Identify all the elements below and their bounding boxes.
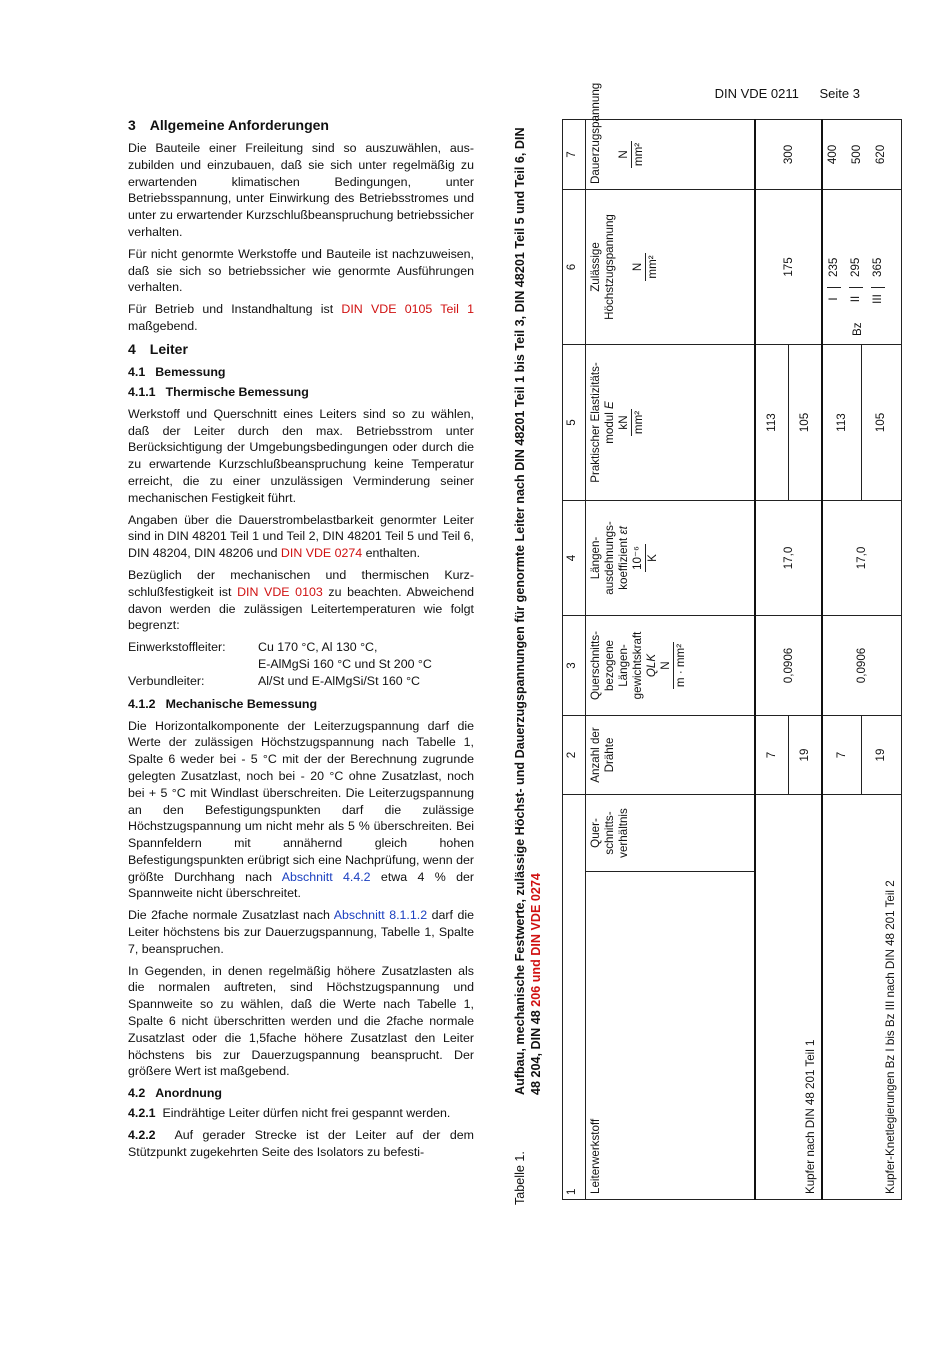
header-page: Seite 3 — [819, 86, 860, 101]
section-4-1-1-heading: 4.1.1 Thermische Bemessung — [128, 384, 309, 399]
paragraph: Angaben über die Dauerstrombelastbarkeit genormter Leiter sind in DIN 48201 Teil 1 und Teil 2, DIN 48201 Teil 5 und Teil 6, DIN 48204, DIN 48206 und DIN VDE 0274 enthalten. — [128, 512, 474, 561]
paragraph: Die Horizontalkomponente der Leiterzugspannung darf die Werte der zulässigen Höchstzugspannung nach Tabelle 1, Spalte 6 weder bei - 5 °C mit der der Berechnung zugrunde gelegten Zusatzlast, noch bei - 20 °C ohne Zusatzlast, noch bei + 5 °C mit Windlast überschreiten. Die Leiterzugspannung an den Befestigungspunkten darf die zulässige Höchstzugspannung um nicht mehr als 5 % überschreiten. Bei Spannfeldern mit annähernd gleich hohen Befestigungspunkten erübrigt sich eine Nachprüfung, wenn der größte Durchhang nach Abschnitt 4.4.2 etwa 4 % der Spannweite nicht überschreitet. — [128, 718, 474, 901]
link-din-vde-0274[interactable]: DIN VDE 0274 — [280, 546, 363, 561]
paragraph: 4.2.2 Auf gerader Strecke ist der Leiter auf der dem Stützpunkt zugekehrten Seite des Isolators zu befesti- — [128, 1128, 474, 1159]
table-1-rotated: Tabelle 1. Aufbau, mechanische Festwerte, zulässige Höchst- und Dauerzugspannungen für genormte Leiter nach DIN 48201 Teil 1 bis Teil 3, DIN 48201 Teil 5 und Teil 6, DIN 48 204, DIN 48 206 und DIN VDE 0274 1 2 3 4 5 6 7 Leiterwerkstoff Quer-schnitts-verhältnis Anzahl der Drähte Querschnitts-bezogene Längen-gewichtskraft QLK N m · mm² Längen-ausdehnungs-koeffizient εt 10⁻⁶ K Praktischer Elastizitäts-modul E kN mm² Zulässige Höchstzugspannung N mm² Dauerzugspannung N mm² Kupfer nach DIN 48 201 Teil 1 7 19 0,0906 17,0 113 105 175 300 Kupfer-Knetlegierungen Bz I bis Bz III nach DIN 48 201 Teil 2 7 19 0,0906 17,0 113 105 Bz I235 II295 III365 400 500 620 — [512, 120, 862, 1205]
table-header-row: Leiterwerkstoff Quer-schnitts-verhältnis Anzahl der Drähte Querschnitts-bezogene Längen-gewichtskraft QLK N m · mm² Längen-ausdehnungs-koeffizient εt 10⁻⁶ K Praktischer Elastizitäts-modul E kN mm² Zulässige Höchstzugspannung N mm² Dauerzugspannung N mm² — [586, 119, 756, 1199]
paragraph: Für Betrieb und Instandhaltung ist DIN VDE 0105 Teil 1 maßgebend. — [128, 302, 474, 333]
paragraph: 4.2.1 Eindrähtige Leiter dürfen nicht frei gespannt werden. — [128, 1106, 451, 1121]
link-abschnitt-8-1-1-2[interactable]: Abschnitt 8.1.1.2 — [333, 908, 428, 923]
paragraph: Werkstoff und Querschnitt eines Leiters sind so zu wählen, daß der Leiter durch den max. Betriebsstrom unter Berücksichtigung der Umgebungsbedingungen oder durch die zu erwartende Kurzschlußbeanspruchung keine Temperatur erreicht, die zu einer unzulässigen Verminderung seiner mechanischen Festigkeit führt. — [128, 406, 474, 505]
link-din-48206[interactable]: 206 und DIN VDE 0274 — [529, 873, 543, 1007]
table-row-kupfer: Kupfer nach DIN 48 201 Teil 1 7 19 0,0906 17,0 113 105 175 300 — [755, 119, 822, 1199]
table-column-numbers: 1 2 3 4 5 6 7 — [563, 119, 586, 1199]
paragraph: Für nicht genormte Werkstoffe und Bauteile ist nachzuweisen, daß sie sich so betriebssicher wie genormte Ausführungen verhalten. — [128, 246, 474, 295]
definition-row: Verbundleiter: Al/St und E-AlMgSi/St 160 °C — [128, 673, 420, 688]
header-doc: DIN VDE 0211 — [714, 86, 799, 101]
paragraph: Die Bauteile einer Freileitung sind so auszuwählen, auszubilden und einzubauen, daß sie sich unter regelmäßig zu erwartenden klimatischen Bedingungen, unter Betriebsspannung, unter Einwirkung des Betriebsstromes und unter zu erwartender Kurzschlußbeanspruchung betriebssicher verhalten. — [128, 141, 474, 239]
paragraph: Die 2fache normale Zusatzlast nach Abschnitt 8.1.1.2 darf die Leiter höchstens bis zur Dauerzugspannung, Tabelle 1, Spalte 7, beanspruchen. — [128, 908, 475, 956]
definition-row: Einwerkstoffleiter: Cu 170 °C, Al 130 °C, E-AlMgSi 160 °C und St 200 °C — [128, 640, 432, 671]
link-din-vde-0105[interactable]: DIN VDE 0105 Teil 1 — [341, 302, 474, 317]
link-abschnitt-4-4-2[interactable]: Abschnitt 4.4.2 — [281, 869, 371, 884]
link-din-vde-0103[interactable]: DIN VDE 0103 — [237, 584, 323, 599]
left-column — [128, 116, 474, 1166]
table-row-knetlegierungen: Kupfer-Knetlegierungen Bz I bis Bz III nach DIN 48 201 Teil 2 7 19 0,0906 17,0 113 105 Bz I235 II295 III365 400 500 620 — [822, 119, 902, 1199]
section-4-heading: 4 Leiter — [128, 340, 188, 357]
section-4-2-heading: 4.2 Anordnung — [128, 1086, 222, 1101]
paragraph: Bezüglich der mechanischen und thermischen Kurzschlußfestigkeit ist DIN VDE 0103 zu beachten. Abweichend davon werden die zulässigen Leitertemperaturen wie folgt begrenzt: — [128, 567, 475, 633]
section-4-1-heading: 4.1 Bemessung — [128, 364, 226, 379]
bz-grades: Bz I235 II295 III365 — [827, 257, 884, 336]
table-label: Tabelle 1. — [513, 1151, 527, 1205]
paragraph: In Gegenden, in denen regelmäßig höhere Zusatzlasten als die normalen auftreten, sind Höchstzugspannung und Spannweite so zu wählen, daß die Werte nach Tabelle 1, Spalte 6 nicht überschritten werden und die 2fache normale Zusatzlast oder die 1,5fache höhere Zusatzlast den Leiter höchstens bis zur Dauerzugspannung beansprucht. Der größere Wert ist maßgebend. — [128, 963, 474, 1079]
section-3-heading: 3 Allgemeine Anforderungen — [128, 117, 329, 133]
page-header — [715, 86, 860, 101]
section-4-1-2-heading: 4.1.2 Mechanische Bemessung — [128, 696, 318, 711]
